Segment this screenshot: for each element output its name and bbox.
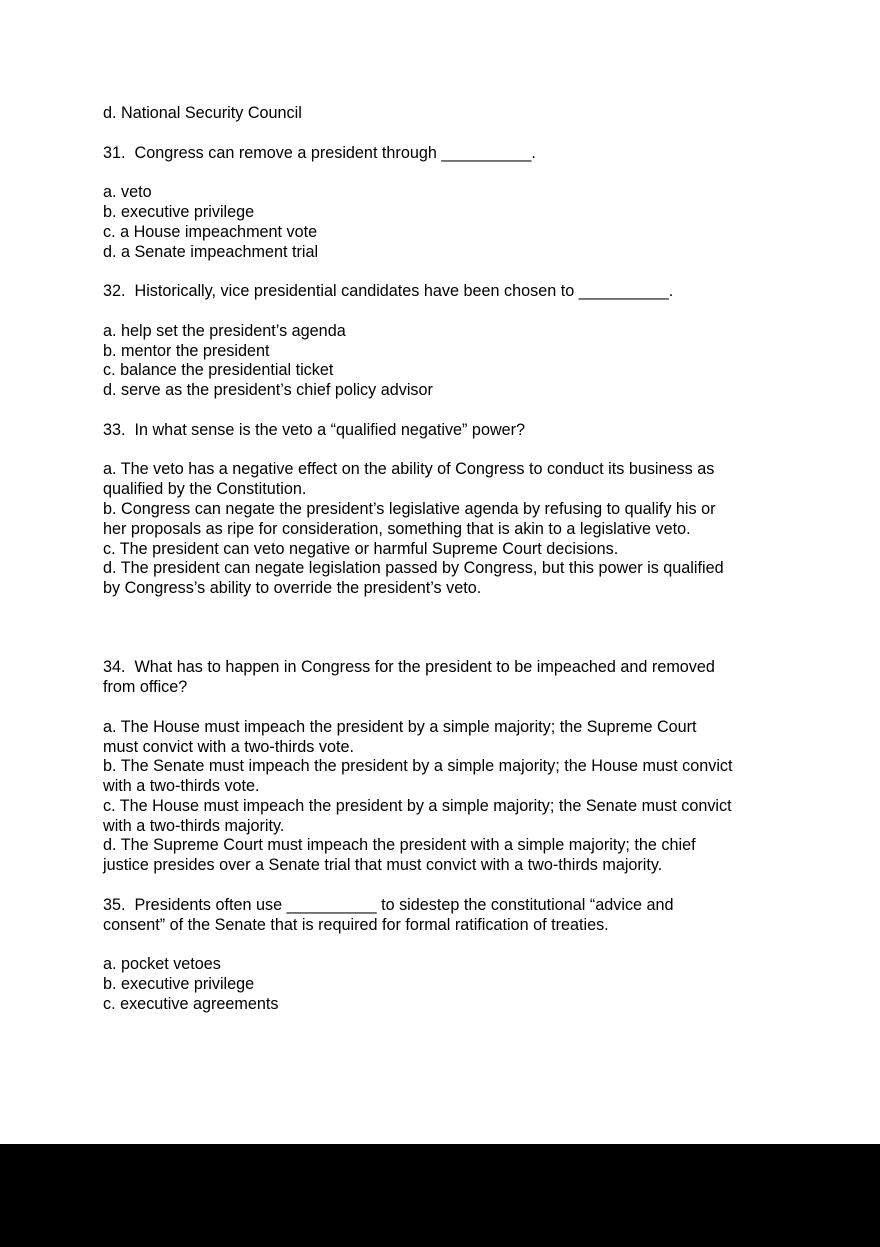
- choice-c-line-1: c. The president can veto negative or harmful Supreme Court decisions.: [103, 539, 619, 558]
- choice-c: [103, 797, 783, 837]
- question-31: [103, 144, 783, 263]
- choice-d: [103, 836, 783, 876]
- choice-a: [103, 460, 783, 500]
- choice-a-line-2: must convict with a two-thirds vote.: [103, 737, 354, 756]
- question-text-line-1: 35. Presidents often use __________ to sidestep the constitutional “advice and: [103, 895, 674, 914]
- choice-a: a. pocket vetoes: [103, 955, 221, 974]
- spacer: [103, 401, 783, 421]
- choice-b: b. executive privilege: [103, 202, 255, 221]
- spacer: [103, 876, 783, 896]
- choice-d: d. serve as the president’s chief policy advisor: [103, 381, 433, 400]
- carryover-choice: d. National Security Council: [103, 104, 302, 122]
- question-text: 33. In what sense is the veto a “qualified negative” power?: [103, 420, 526, 439]
- choice-a-line-1: a. The House must impeach the president by a simple majority; the Supreme Court: [103, 717, 697, 736]
- choice-d: [103, 559, 783, 599]
- choice-c: c. a House impeachment vote: [103, 222, 318, 241]
- choice-b-line-1: b. The Senate must impeach the president by a simple majority; the House must convict: [103, 757, 733, 776]
- choice-b: b. mentor the president: [103, 341, 270, 360]
- choice-b-line-1: b. Congress can negate the president’s legislative agenda by refusing to qualify his or: [103, 499, 716, 518]
- choice-a: a. veto: [103, 183, 152, 202]
- spacer: [103, 302, 783, 322]
- question-32: [103, 282, 783, 401]
- choice-c-line-1: c. The House must impeach the president by a simple majority; the Senate must convict: [103, 796, 732, 815]
- choice-b: [103, 757, 783, 797]
- choice-a-line-2: qualified by the Constitution.: [103, 480, 307, 499]
- question-text: 31. Congress can remove a president through __________.: [103, 143, 536, 162]
- choice-b-line-2: with a two-thirds vote.: [103, 777, 260, 796]
- question-text-line-1: 34. What has to happen in Congress for the president to be impeached and removed: [103, 658, 715, 677]
- question-35: [103, 896, 783, 1015]
- choice-b: b. executive privilege: [103, 975, 255, 994]
- document-content: [103, 104, 783, 1015]
- choice-c: c. executive agreements: [103, 994, 279, 1013]
- choice-b: [103, 500, 783, 540]
- choice-b-line-2: her proposals as ripe for consideration, something that is akin to a legislative veto.: [103, 519, 691, 538]
- spacer: [103, 124, 783, 144]
- black-bottom-band: [0, 1144, 880, 1247]
- choice-d: d. a Senate impeachment trial: [103, 242, 319, 261]
- choice-a-line-1: a. The veto has a negative effect on the ability of Congress to conduct its business as: [103, 460, 715, 479]
- choice-d-line-1: d. The president can negate legislation passed by Congress, but this power is qualified: [103, 559, 724, 578]
- choice-d-line-2: justice presides over a Senate trial that must convict with a two-thirds majority.: [103, 856, 663, 875]
- choice-a: [103, 718, 783, 758]
- choice-a: a. help set the president’s agenda: [103, 321, 346, 340]
- spacer: [103, 163, 783, 183]
- choice-c: c. balance the presidential ticket: [103, 361, 334, 380]
- spacer: [103, 441, 783, 461]
- question-text-line-2: consent” of the Senate that is required for formal ratification of treaties.: [103, 915, 609, 934]
- question-34: [103, 658, 783, 876]
- choice-c-line-2: with a two-thirds majority.: [103, 816, 285, 835]
- spacer: [103, 599, 783, 658]
- question-33: [103, 421, 783, 599]
- spacer: [103, 698, 783, 718]
- spacer: [103, 935, 783, 955]
- choice-d-line-1: d. The Supreme Court must impeach the president with a simple majority; the chief: [103, 836, 696, 855]
- question-text: 32. Historically, vice presidential candidates have been chosen to __________.: [103, 282, 674, 301]
- choice-c: [103, 540, 783, 560]
- choice-d-line-2: by Congress’s ability to override the president’s veto.: [103, 579, 482, 598]
- spacer: [103, 262, 783, 282]
- question-text-line-2: from office?: [103, 678, 188, 697]
